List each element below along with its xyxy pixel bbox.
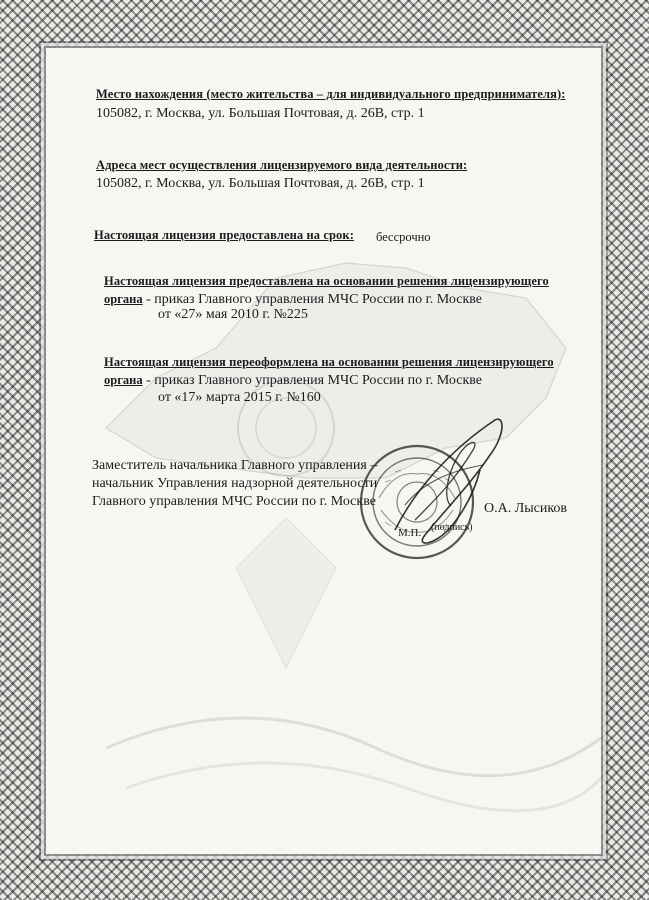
official-seal [355, 410, 535, 570]
signatory-title-line3: Главного управления МЧС России по г. Москве [92, 494, 376, 509]
location-address: 105082, г. Москва, ул. Большая Почтовая, д. 26В, стр. 1 [96, 106, 425, 121]
activity-places-address: 105082, г. Москва, ул. Большая Почтовая, д. 26В, стр. 1 [96, 176, 425, 191]
reissued-organ-label: органа [104, 373, 143, 387]
activity-places-heading: Адреса мест осуществления лицензируемого вида деятельности: [96, 158, 468, 172]
granted-heading-line1: Настоящая лицензия предоставлена на основании решения лицензирующего [104, 274, 549, 288]
signatory-name: О.А. Лысиков [484, 501, 568, 516]
reissued-heading-line2 [104, 373, 482, 389]
seal-mark-mp: М.П. [398, 527, 422, 539]
signatory-title-line1: Заместитель начальника Главного управления – [92, 458, 378, 473]
granted-order-text: - приказ Главного управления МЧС России по г. Москве [142, 292, 483, 307]
granted-date: от «27» мая 2010 г. №225 [158, 307, 308, 322]
location-heading: Место нахождения (место жительства – для индивидуального предпринимателя): [96, 87, 566, 101]
granted-organ-label: органа [104, 292, 143, 306]
granted-heading-line2 [104, 292, 482, 308]
term-value: бессрочно [376, 230, 431, 244]
reissued-order-text: - приказ Главного управления МЧС России по г. Москве [142, 373, 483, 388]
reissued-heading-line1: Настоящая лицензия переоформлена на основании решения лицензирующего [104, 355, 554, 369]
signature-caption: (подпись) [431, 522, 473, 533]
signatory-title-line2: начальник Управления надзорной деятельности [92, 476, 378, 491]
term-heading: Настоящая лицензия предоставлена на срок: [94, 228, 354, 242]
reissued-date: от «17» марта 2015 г. №160 [158, 390, 321, 405]
